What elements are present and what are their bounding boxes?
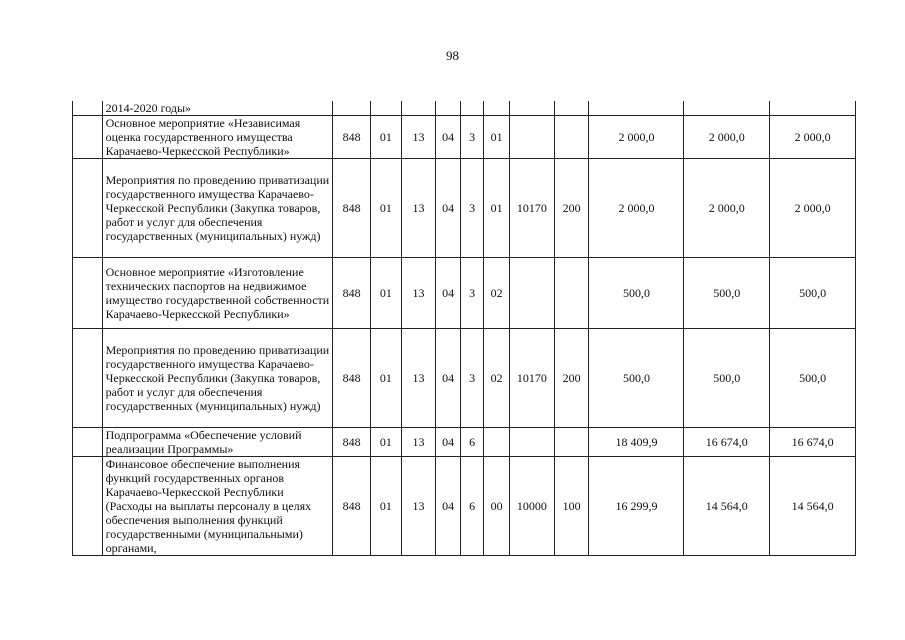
subprogram-code-cell: 3 bbox=[460, 159, 483, 258]
amount-year-2-cell bbox=[684, 101, 770, 116]
row-name-cell: Подпрограмма «Обеспечение условий реализации Программы» bbox=[102, 428, 333, 457]
activity-code-cell: 02 bbox=[484, 258, 510, 329]
amount-year-1-cell: 500,0 bbox=[589, 329, 684, 428]
row-name-cell: Мероприятия по проведению приватизации государственного имущества Карачаево-Черкесской Республики (Закупка товаров, работ и услуг для обеспечения государственных (муниципальных) нужд) bbox=[102, 329, 333, 428]
row-name-cell: Мероприятия по проведению приватизации государственного имущества Карачаево-Черкесской Республики (Закупка товаров, работ и услуг для обеспечения государственных (муниципальных) нужд) bbox=[102, 159, 333, 258]
amount-year-1-cell: 18 409,9 bbox=[589, 428, 684, 457]
expense-type-code-cell: 100 bbox=[554, 457, 589, 556]
table-row bbox=[73, 159, 856, 258]
row-name-cell: Основное мероприятие «Независимая оценка государственного имущества Карачаево-Черкесской Республики» bbox=[102, 116, 333, 159]
table-row bbox=[73, 258, 856, 329]
row-number-cell bbox=[73, 428, 103, 457]
amount-year-3-cell bbox=[770, 101, 856, 116]
program-code-cell: 04 bbox=[436, 457, 461, 556]
subsection-code-cell: 13 bbox=[401, 116, 436, 159]
ministry-code-cell: 848 bbox=[333, 116, 371, 159]
row-name-cell: Финансовое обеспечение выполнения функций государственных органов Карачаево-Черкесской Республики (Расходы на выплаты персоналу в целях обеспечения выполнения функций государственными (муниципальными) органами, bbox=[102, 457, 333, 556]
amount-year-1-cell: 2 000,0 bbox=[589, 116, 684, 159]
program-code-cell: 04 bbox=[436, 329, 461, 428]
ministry-code-cell: 848 bbox=[333, 159, 371, 258]
table-row bbox=[73, 457, 856, 556]
section-code-cell: 01 bbox=[371, 258, 402, 329]
section-code-cell bbox=[371, 101, 402, 116]
table-row bbox=[73, 101, 856, 116]
direction-code-cell: 10000 bbox=[509, 457, 554, 556]
amount-year-1-cell bbox=[589, 101, 684, 116]
expense-type-code-cell bbox=[554, 258, 589, 329]
row-number-cell bbox=[73, 329, 103, 428]
subsection-code-cell: 13 bbox=[401, 457, 436, 556]
amount-year-3-cell: 2 000,0 bbox=[770, 116, 856, 159]
program-code-cell: 04 bbox=[436, 159, 461, 258]
subsection-code-cell bbox=[401, 101, 436, 116]
table-row bbox=[73, 116, 856, 159]
amount-year-2-cell: 2 000,0 bbox=[684, 159, 770, 258]
amount-year-2-cell: 500,0 bbox=[684, 258, 770, 329]
amount-year-2-cell: 500,0 bbox=[684, 329, 770, 428]
amount-year-2-cell: 14 564,0 bbox=[684, 457, 770, 556]
amount-year-3-cell: 500,0 bbox=[770, 329, 856, 428]
row-number-cell bbox=[73, 159, 103, 258]
amount-year-2-cell: 16 674,0 bbox=[684, 428, 770, 457]
activity-code-cell bbox=[484, 101, 510, 116]
expense-type-code-cell: 200 bbox=[554, 329, 589, 428]
activity-code-cell: 02 bbox=[484, 329, 510, 428]
table-row bbox=[73, 329, 856, 428]
ministry-code-cell: 848 bbox=[333, 258, 371, 329]
amount-year-3-cell: 500,0 bbox=[770, 258, 856, 329]
activity-code-cell: 00 bbox=[484, 457, 510, 556]
row-name-cell: 2014-2020 годы» bbox=[102, 101, 333, 116]
subprogram-code-cell: 6 bbox=[460, 457, 483, 556]
program-code-cell: 04 bbox=[436, 428, 461, 457]
amount-year-1-cell: 500,0 bbox=[589, 258, 684, 329]
page-number: 98 bbox=[446, 48, 459, 63]
section-code-cell: 01 bbox=[371, 116, 402, 159]
section-code-cell: 01 bbox=[371, 428, 402, 457]
subsection-code-cell: 13 bbox=[401, 428, 436, 457]
section-code-cell: 01 bbox=[371, 457, 402, 556]
ministry-code-cell: 848 bbox=[333, 457, 371, 556]
direction-code-cell bbox=[509, 258, 554, 329]
subsection-code-cell: 13 bbox=[401, 329, 436, 428]
direction-code-cell bbox=[509, 116, 554, 159]
activity-code-cell: 01 bbox=[484, 159, 510, 258]
ministry-code-cell: 848 bbox=[333, 428, 371, 457]
row-number-cell bbox=[73, 258, 103, 329]
budget-table bbox=[72, 101, 856, 556]
expense-type-code-cell: 200 bbox=[554, 159, 589, 258]
amount-year-3-cell: 16 674,0 bbox=[770, 428, 856, 457]
subprogram-code-cell: 3 bbox=[460, 116, 483, 159]
subsection-code-cell: 13 bbox=[401, 159, 436, 258]
direction-code-cell bbox=[509, 101, 554, 116]
amount-year-2-cell: 2 000,0 bbox=[684, 116, 770, 159]
ministry-code-cell bbox=[333, 101, 371, 116]
direction-code-cell bbox=[509, 428, 554, 457]
direction-code-cell: 10170 bbox=[509, 329, 554, 428]
row-number-cell bbox=[73, 101, 103, 116]
direction-code-cell: 10170 bbox=[509, 159, 554, 258]
program-code-cell: 04 bbox=[436, 258, 461, 329]
program-code-cell: 04 bbox=[436, 116, 461, 159]
activity-code-cell bbox=[484, 428, 510, 457]
amount-year-1-cell: 2 000,0 bbox=[589, 159, 684, 258]
amount-year-3-cell: 14 564,0 bbox=[770, 457, 856, 556]
subprogram-code-cell bbox=[460, 101, 483, 116]
section-code-cell: 01 bbox=[371, 159, 402, 258]
row-number-cell bbox=[73, 457, 103, 556]
amount-year-3-cell: 2 000,0 bbox=[770, 159, 856, 258]
expense-type-code-cell bbox=[554, 116, 589, 159]
subprogram-code-cell: 6 bbox=[460, 428, 483, 457]
table-row bbox=[73, 428, 856, 457]
row-number-cell bbox=[73, 116, 103, 159]
row-name-cell: Основное мероприятие «Изготовление технических паспортов на недвижимое имущество государственной собственности Карачаево-Черкесской Республики» bbox=[102, 258, 333, 329]
expense-type-code-cell bbox=[554, 428, 589, 457]
ministry-code-cell: 848 bbox=[333, 329, 371, 428]
section-code-cell: 01 bbox=[371, 329, 402, 428]
activity-code-cell: 01 bbox=[484, 116, 510, 159]
expense-type-code-cell bbox=[554, 101, 589, 116]
subprogram-code-cell: 3 bbox=[460, 258, 483, 329]
subprogram-code-cell: 3 bbox=[460, 329, 483, 428]
subsection-code-cell: 13 bbox=[401, 258, 436, 329]
program-code-cell bbox=[436, 101, 461, 116]
amount-year-1-cell: 16 299,9 bbox=[589, 457, 684, 556]
